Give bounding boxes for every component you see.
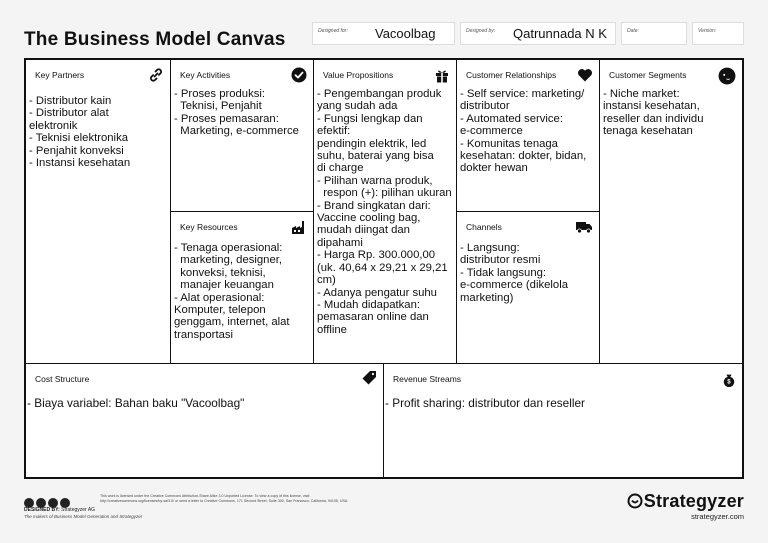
designed-by-credit xyxy=(24,507,95,513)
designed-by-value: Qatrunnada N K xyxy=(513,26,607,41)
key-activities-label: Key Activities xyxy=(180,70,231,80)
key-partners-text: - Distributor kain - Distributor alat elektronik - Teknisi elektronika - Penjahit konveksi - Instansi kesehatan xyxy=(29,95,131,170)
channels-block[interactable] xyxy=(456,211,599,363)
tag-icon xyxy=(361,370,377,386)
factory-icon xyxy=(291,219,307,235)
designed-by-label: Designed by: xyxy=(466,28,496,34)
customer-relationships-block[interactable] xyxy=(456,60,599,211)
brand-logo xyxy=(627,491,744,512)
brand-url[interactable]: strategyzer.com xyxy=(691,512,744,521)
cost-structure-label: Cost Structure xyxy=(35,374,90,384)
key-partners-block[interactable] xyxy=(26,60,170,363)
revenue-streams-text: - Profit sharing: distributor dan reseller xyxy=(385,396,585,410)
version-label: Version: xyxy=(698,28,717,34)
strategyzer-logo-icon xyxy=(627,493,643,509)
designed-for-label: Designed for: xyxy=(318,28,348,34)
key-partners-label: Key Partners xyxy=(35,70,85,80)
customer-segments-label: Customer Segments xyxy=(609,70,687,80)
date-field[interactable] xyxy=(621,22,687,45)
link-icon xyxy=(148,67,164,83)
date-label: Date: xyxy=(627,28,639,34)
tagline: The makers of Business Model Generation and Strategyzer xyxy=(24,514,143,519)
designed-for-field[interactable] xyxy=(312,22,455,45)
value-propositions-block[interactable] xyxy=(313,60,456,363)
designed-by-credit-label: DESIGNED BY: xyxy=(24,507,60,513)
designed-by-field[interactable] xyxy=(460,22,616,45)
business-model-canvas xyxy=(24,58,744,479)
svg-text:$: $ xyxy=(727,378,731,386)
heart-icon xyxy=(577,67,593,83)
channels-label: Channels xyxy=(466,222,502,232)
page-title: The Business Model Canvas xyxy=(24,29,286,50)
footer-license-area xyxy=(24,494,349,519)
truck-icon xyxy=(575,219,593,235)
person-icon xyxy=(718,67,736,85)
version-field[interactable] xyxy=(692,22,744,45)
designed-for-value: Vacoolbag xyxy=(375,26,436,41)
key-resources-block[interactable] xyxy=(170,211,313,363)
gift-icon xyxy=(434,67,450,83)
revenue-streams-block[interactable] xyxy=(383,363,742,479)
customer-relationships-text: - Self service: marketing/ distributor - Automated service: e-commerce - Komunitas tenaga kesehatan: dokter, bidan, dokter hewan xyxy=(460,88,587,175)
customer-relationships-label: Customer Relationships xyxy=(466,70,557,80)
key-activities-text: - Proses produksi: Teknisi, Penjahit - Proses pemasaran: Marketing, e-commerce xyxy=(174,88,299,138)
brand-name: Strategyzer xyxy=(643,491,744,511)
key-activities-block[interactable] xyxy=(170,60,313,211)
key-resources-label: Key Resources xyxy=(180,222,238,232)
cost-structure-block[interactable] xyxy=(26,363,383,479)
customer-segments-text: - Niche market: instansi kesehatan, reseller dan individu tenaga kesehatan xyxy=(603,88,704,138)
revenue-streams-label: Revenue Streams xyxy=(393,374,462,384)
designed-by-credit-value: Strategyzer AG xyxy=(61,507,96,513)
customer-segments-block[interactable] xyxy=(599,60,742,363)
value-propositions-text: - Pengembangan produk yang sudah ada - Fungsi lengkap dan efektif: pendingin elektrik, led suhu, baterai yang bisa di charge - Pilihan warna produk, respon (+): pilihan ukuran - Brand singkatan dari: Vaccine cooling bag, mudah diingat dan dipahami - Harga Rp. 300.000,00 (uk. 40,64 x 29,21 x 29,21 cm) - Adanya pengatur suhu - Mudah didapatkan: pemasaran online dan offline xyxy=(317,88,452,336)
license-text: This work is licensed under the Creative Commons Attribution-Share Alike 3.0 Unported License. To view a copy of this license, visit: http://creativecommons.org/licenses/by-sa/3.0/ or send a letter to Creative Commons, 171 Second Street, Suite 300, San Francisco, California, 94105, USA. xyxy=(100,494,349,503)
check-icon xyxy=(291,67,307,83)
channels-text: - Langsung: distributor resmi - Tidak langsung: e-commerce (dikelola marketing) xyxy=(460,242,568,304)
value-propositions-label: Value Propositions xyxy=(323,70,394,80)
key-resources-text: - Tenaga operasional: marketing, designer, konveksi, teknisi, manajer keuangan - Alat operasional: Komputer, telepon genggam, internet, alat transportasi xyxy=(174,242,290,341)
money-bag-icon xyxy=(722,371,736,387)
cost-structure-text: - Biaya variabel: Bahan baku "Vacoolbag" xyxy=(27,396,245,410)
